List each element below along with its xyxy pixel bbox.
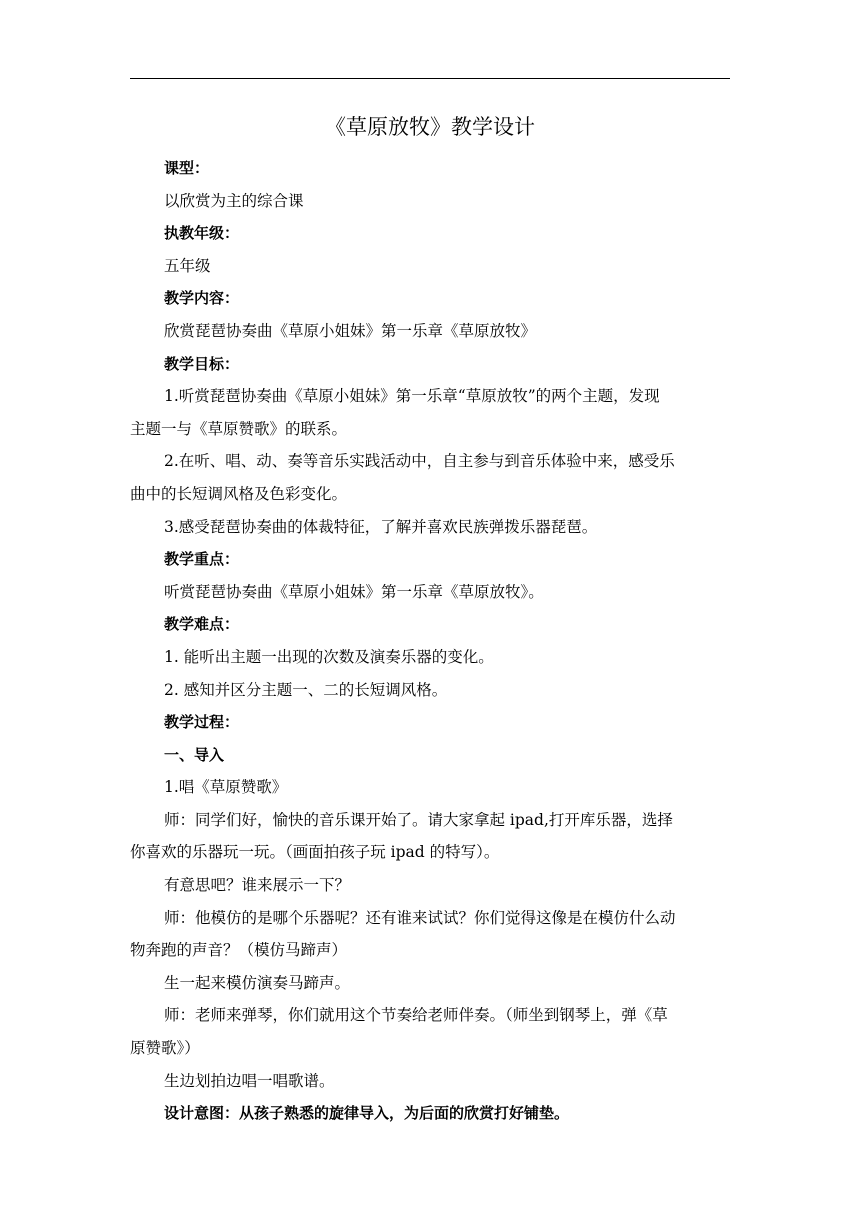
label-course-type: 课型： [164, 159, 210, 177]
design-intent-note: 设计意图：从孩子熟悉的旋律导入，为后面的欣赏打好铺垫。 [164, 1104, 570, 1123]
paragraph-line: 1.听赏琵琶协奏曲《草原小姐妹》第一乐章“草原放牧”的两个主题，发现 [164, 387, 660, 406]
label-content: 教学内容： [164, 289, 240, 308]
paragraph-line: 生边划拍边唱一唱歌谱。 [164, 1071, 335, 1090]
paragraph-line: 有意思吧？谁来展示一下？ [164, 876, 351, 895]
paragraph-line: 生一起来模仿演奏马蹄声。 [164, 973, 351, 992]
paragraph-line: 曲中的长短调风格及色彩变化。 [130, 484, 348, 503]
header-rule [130, 78, 730, 79]
paragraph-line: 师：同学们好，愉快的音乐课开始了。请大家拿起 ipad,打开库乐器，选择 [164, 810, 673, 829]
paragraph-line: 2. 感知并区分主题一、二的长短调风格。 [164, 680, 448, 699]
paragraph-line: 主题一与《草原赞歌》的联系。 [130, 419, 348, 438]
paragraph-line: 1. 能听出主题一出现的次数及演奏乐器的变化。 [164, 647, 494, 666]
paragraph-line: 以欣赏为主的综合课 [164, 191, 304, 210]
paragraph-line: 3.感受琵琶协奏曲的体裁特征，了解并喜欢民族弹拨乐器琵琶。 [164, 517, 598, 536]
label-objectives: 教学目标： [164, 354, 240, 373]
paragraph-line: 你喜欢的乐器玩一玩。（画面拍孩子玩 ipad 的特写）。 [130, 843, 500, 862]
paragraph-line: 五年级 [164, 256, 211, 275]
paragraph-line: 1.唱《草原赞歌》 [164, 778, 288, 797]
label-process: 教学过程： [164, 713, 240, 732]
paragraph-line: 师：他模仿的是哪个乐器呢？还有谁来试试？你们觉得这像是在模仿什么动 [164, 908, 676, 927]
document-body [130, 152, 730, 1130]
paragraph-line: 师：老师来弹琴，你们就用这个节奏给老师伴奏。（师坐到钢琴上，弹《草 [164, 1006, 668, 1025]
paragraph-line: 欣赏琵琶协奏曲《草原小姐妹》第一乐章《草原放牧》 [164, 321, 537, 340]
paragraph-line: 2.在听、唱、动、奏等音乐实践活动中，自主参与到音乐体验中来，感受乐 [164, 452, 675, 471]
paragraph-line: 听赏琵琶协奏曲《草原小姐妹》第一乐章《草原放牧》。 [164, 582, 544, 601]
paragraph-line: 物奔跑的声音？（模仿马蹄声） [130, 941, 348, 960]
section-heading-intro: 一、导入 [164, 745, 225, 764]
label-key-points: 教学重点： [164, 550, 240, 569]
label-difficulties: 教学难点： [164, 615, 240, 634]
paragraph-line: 原赞歌》） [130, 1039, 200, 1058]
document-title: 《草原放牧》教学设计 [325, 115, 535, 139]
label-grade: 执教年级： [164, 224, 240, 243]
